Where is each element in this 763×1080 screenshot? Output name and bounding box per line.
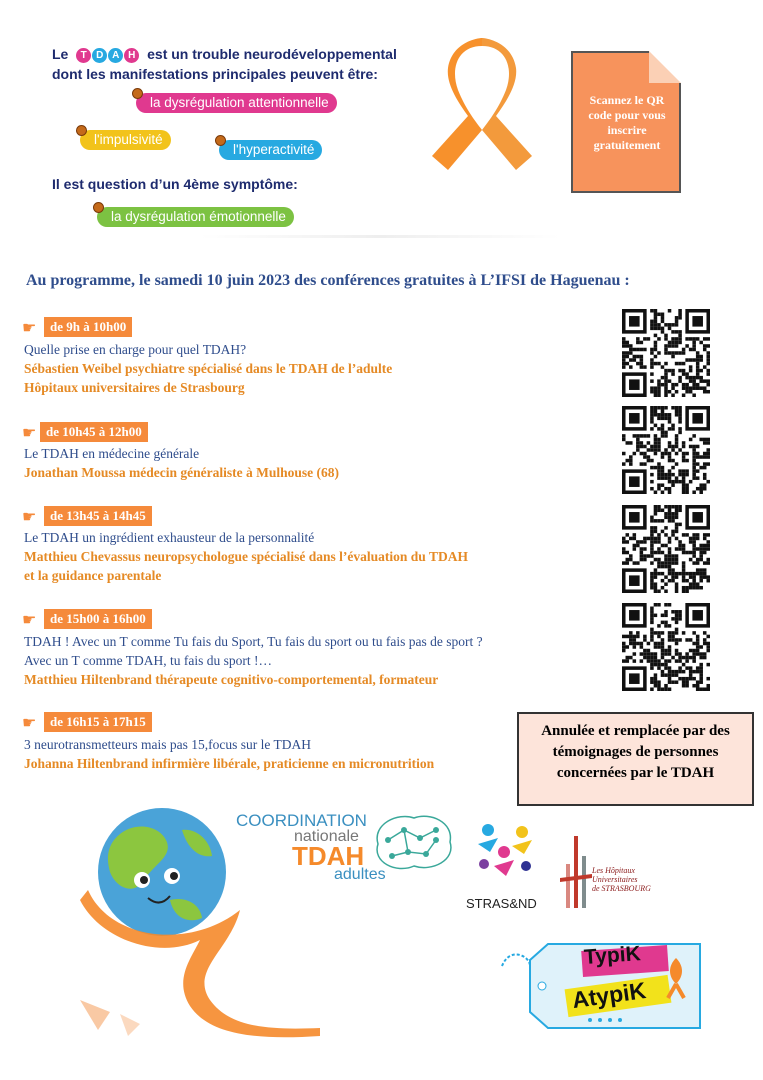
session-time: de 10h45 à 12h00: [40, 422, 148, 442]
session-speaker: Johanna Hiltenbrand infirmière libérale, praticienne en micronutrition: [24, 756, 435, 771]
pointing-hand-icon: ☛: [22, 612, 37, 629]
qr-instruction-note: [571, 51, 681, 193]
tdah-logo-dots: [76, 48, 139, 63]
strasend-people-icon: [474, 818, 536, 884]
typik-text: TypiK: [583, 942, 642, 969]
session-time: de 16h15 à 17h15: [44, 712, 152, 732]
hopitaux-logo-text: Les Hôpitaux Universitaires de STRASBOURG: [592, 866, 651, 893]
session-speaker: Jonathan Moussa médecin généraliste à Mulhouse (68): [24, 465, 339, 480]
pin-icon: [215, 135, 226, 146]
qr-code[interactable]: [622, 309, 710, 397]
pin-icon: [132, 88, 143, 99]
session-speaker: Sébastien Weibel psychiatre spécialisé dans le TDAH de l’adulte: [24, 361, 393, 376]
session-time: de 13h45 à 14h45: [44, 506, 152, 526]
qr-code[interactable]: [622, 603, 710, 691]
tdah-letter-d: D: [92, 48, 107, 63]
note-fold: [649, 51, 681, 83]
tdah-letter-h: H: [124, 48, 139, 63]
session-speaker-detail: et la guidance parentale: [24, 568, 162, 583]
note-text: Scannez le QR code pour vous inscrire gratuitement: [588, 93, 666, 152]
intro-block: [52, 44, 397, 84]
session-time: de 15h00 à 16h00: [44, 609, 152, 629]
fourth-symptom-label: Il est question d’un 4ème symptôme:: [52, 176, 298, 192]
hopitaux-strasbourg-emblem: [560, 834, 592, 910]
session-title: TDAH ! Avec un T comme Tu fais du Sport, Tu fais du sport ou tu fais pas de sport ?: [24, 634, 483, 649]
intro-line2: dont les manifestations principales peuvent être:: [52, 66, 378, 82]
program-heading: Au programme, le samedi 10 juin 2023 des conférences gratuites à L’IFSI de Haguenau :: [26, 272, 630, 289]
session-title: Quelle prise en charge pour quel TDAH?: [24, 342, 247, 357]
strasend-logo-text: STRAS&ND: [466, 896, 537, 911]
atypik-text: AtypiK: [570, 976, 648, 1014]
pin-icon: [76, 125, 87, 136]
tdah-letter-a: A: [108, 48, 123, 63]
symptom-emotional: la dysrégulation émotionnelle: [97, 207, 294, 227]
symptom-hyperactivity: l'hyperactivité: [219, 140, 322, 160]
session-speaker: Matthieu Hiltenbrand thérapeute cognitivo-comportemental, formateur: [24, 672, 439, 687]
symptom-attention: la dysrégulation attentionnelle: [136, 93, 337, 113]
pointing-hand-icon: ☛: [22, 320, 37, 337]
intro-line1: Le T D A H est un trouble neurodéveloppemental: [52, 46, 397, 62]
coordination-tdah-logo: COORDINATION nationale TDAH adultes: [236, 811, 386, 883]
pointing-hand-icon: ☛: [22, 425, 37, 442]
symptom-impulsivity: l'impulsivité: [80, 130, 171, 150]
session-title: Le TDAH en médecine générale: [24, 446, 200, 461]
session-speaker-affiliation: Hôpitaux universitaires de Strasbourg: [24, 380, 245, 395]
pin-icon: [93, 202, 104, 213]
divider: [200, 235, 560, 238]
session-title-line2: Avec un T comme TDAH, tu fais du sport !…: [24, 653, 272, 668]
pointing-hand-icon: ☛: [22, 715, 37, 732]
qr-code[interactable]: [622, 406, 710, 494]
session-title: Le TDAH un ingrédient exhausteur de la personnalité: [24, 530, 315, 545]
cancellation-notice: Annulée et remplacée par des témoignages de personnes concernées par le TDAH: [517, 712, 754, 806]
session-time: de 9h à 10h00: [44, 317, 132, 337]
pointing-hand-icon: ☛: [22, 509, 37, 526]
tdah-letter-t: T: [76, 48, 91, 63]
session-title: 3 neurotransmetteurs mais pas 15,focus sur le TDAH: [24, 737, 311, 752]
awareness-ribbon-icon: [428, 38, 536, 178]
session-speaker: Matthieu Chevassus neuropsychologue spécialisé dans l’évaluation du TDAH: [24, 549, 468, 564]
brain-network-icon: [368, 810, 458, 876]
qr-code[interactable]: [622, 505, 710, 593]
